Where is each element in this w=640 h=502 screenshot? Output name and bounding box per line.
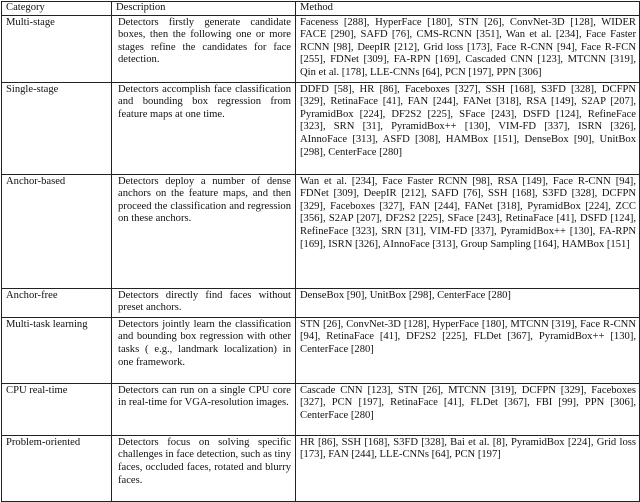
header-description: Description <box>112 2 296 16</box>
description-cell: Detectors can run on a single CPU core in real-time for VGA-resolution images. <box>112 383 296 435</box>
table-row <box>2 383 640 435</box>
category-cell: Problem-oriented <box>2 435 112 501</box>
description-cell: Detectors directly find faces without preset anchors. <box>112 288 296 317</box>
category-cell: Anchor-based <box>2 174 112 288</box>
description-cell: Detectors deploy a number of dense anchors on the feature maps, and then proceed the classification and regression on these anchors. <box>112 174 296 288</box>
category-cell: Single-stage <box>2 82 112 174</box>
description-cell: Detectors focus on solving specific challenges in face detection, such as tiny faces, occluded faces, rotated and blurry faces. <box>112 435 296 501</box>
table-row <box>2 82 640 174</box>
header-method: Method <box>296 2 640 16</box>
table-row <box>2 317 640 383</box>
category-cell: Multi-stage <box>2 15 112 82</box>
category-cell: Anchor-free <box>2 288 112 317</box>
table-row <box>2 435 640 501</box>
face-detector-taxonomy-table <box>1 1 640 502</box>
method-cell: STN [26], ConvNet-3D [128], HyperFace [180], MTCNN [319], Face R-CNN [94], RetinaFace [41], DF2S2 [225], FLDet [367], PyramidBox++ [130], CenterFace [280] <box>296 317 640 383</box>
table-header-row <box>2 2 640 16</box>
method-cell: DenseBox [90], UnitBox [298], CenterFace [280] <box>296 288 640 317</box>
table-row <box>2 174 640 288</box>
category-cell: Multi-task learning <box>2 317 112 383</box>
method-cell: Cascade CNN [123], STN [26], MTCNN [319], DCFPN [329], Faceboxes [327], PCN [197], RetinaFace [41], FLDet [367], FBI [99], PPN [306], CenterFace [280] <box>296 383 640 435</box>
category-cell: CPU real-time <box>2 383 112 435</box>
table-row <box>2 288 640 317</box>
table-row <box>2 15 640 82</box>
description-cell: Detectors jointly learn the classification and bounding box regression with other tasks ( e.g., landmark localization) in one framework. <box>112 317 296 383</box>
description-cell: Detectors accomplish face classification and bounding box regression from feature maps at one time. <box>112 82 296 174</box>
method-cell: Wan et al. [234], Face Faster RCNN [98], RSA [149], Face R-CNN [94], FDNet [309], DeepIR [212], SAFD [76], SSH [168], S3FD [328], DCFPN [329], Faceboxes [327], FAN [244], FANet [318], PyramidBox [224], ZCC [356], S2AP [207], DF2S2 [225], SFace [243], RetinaFace [41], DSFD [124], RefineFace [323], SRN [31], VIM-FD [337], PyramidBox++ [130], FA-RPN [169], ISRN [326], AInnoFace [313], Group Sampling [164], HAMBox [151] <box>296 174 640 288</box>
description-cell: Detectors firstly generate candidate boxes, then the following one or more stages refine the candidates for face detection. <box>112 15 296 82</box>
method-cell: DDFD [58], HR [86], Faceboxes [327], SSH [168], S3FD [328], DCFPN [329], RetinaFace [41], FAN [244], FANet [318], RSA [149], S2AP [207], PyramidBox [224], DF2S2 [225], SFace [243], DSFD [124], RefineFace [323], SRN [31], PyramidBox++ [130], VIM-FD [337], ISRN [326], AInnoFace [313], ASFD [308], HAMBox [151], DenseBox [90], UnitBox [298], CenterFace [280] <box>296 82 640 174</box>
method-cell: HR [86], SSH [168], S3FD [328], Bai et al. [8], PyramidBox [224], Grid loss [173], FAN [244], LLE-CNNs [64], PCN [197] <box>296 435 640 501</box>
header-category: Category <box>2 2 112 16</box>
method-cell: Faceness [288], HyperFace [180], STN [26], ConvNet-3D [128], WIDER FACE [290], SAFD [76], CMS-RCNN [351], Wan et al. [234], Face Faster RCNN [98], DeepIR [212], Grid loss [173], Face R-CNN [94], Face R-FCN [255], FDNet [309], FA-RPN [169], Cascaded CNN [123], MTCNN [319], Qin et al. [178], LLE-CNNs [64], PCN [197], PPN [306] <box>296 15 640 82</box>
